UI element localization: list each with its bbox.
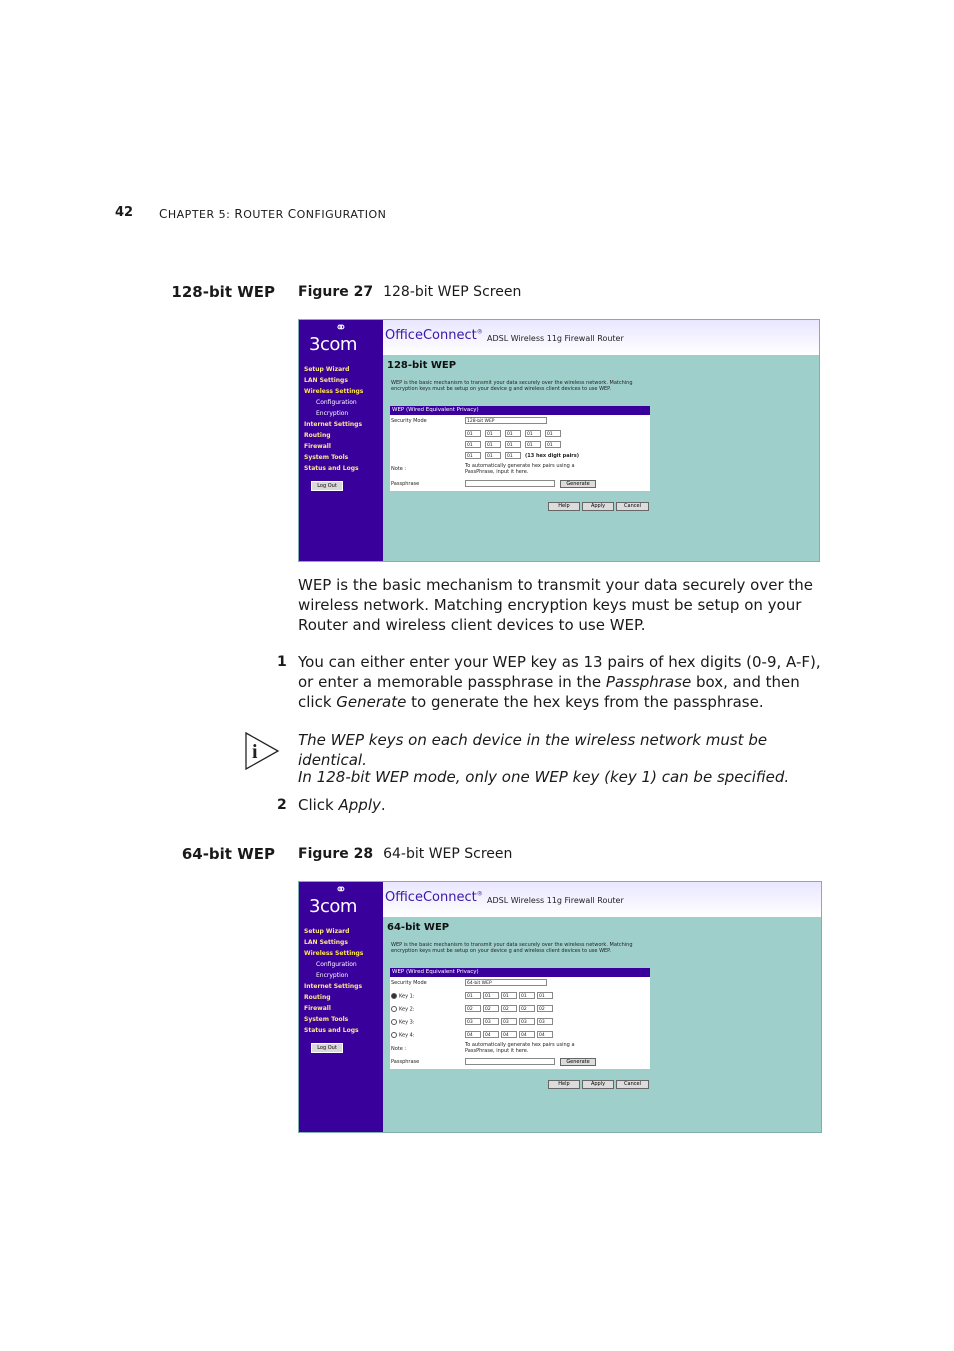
router-sidebar bbox=[299, 320, 383, 561]
3com-logo-mark-icon: ⚭ bbox=[335, 882, 347, 898]
logout-button[interactable]: Log Out bbox=[311, 1043, 343, 1053]
step-number-2: 2 bbox=[277, 797, 287, 813]
hex-field[interactable]: 01 bbox=[465, 430, 481, 437]
key-1-field[interactable]: 01 bbox=[519, 992, 535, 999]
security-mode-label: Security Mode bbox=[391, 418, 427, 424]
cancel-button[interactable]: Cancel bbox=[616, 502, 649, 511]
nav-item[interactable]: Internet Settings bbox=[304, 421, 363, 428]
hex-field[interactable]: 01 bbox=[485, 430, 501, 437]
passphrase-label: Passphrase bbox=[391, 481, 420, 487]
cancel-button[interactable]: Cancel bbox=[616, 1080, 649, 1089]
hex-field[interactable]: 01 bbox=[505, 441, 521, 448]
hex-field[interactable]: 01 bbox=[505, 430, 521, 437]
hex-field[interactable]: 01 bbox=[465, 452, 481, 459]
chapter-title: CHAPTER 5: ROUTER CONFIGURATION bbox=[159, 207, 387, 221]
key-3-radio[interactable]: Key 3: bbox=[391, 1019, 415, 1026]
hex-field[interactable]: 01 bbox=[465, 441, 481, 448]
key-2-radio[interactable]: Key 2: bbox=[391, 1006, 415, 1013]
radio-icon[interactable] bbox=[391, 1019, 397, 1025]
step-2-text: Click Apply. bbox=[298, 796, 386, 814]
panel-title: WEP (Wired Equivalent Privacy) bbox=[390, 406, 650, 415]
section-heading-64: 64-bit WEP bbox=[181, 845, 275, 863]
key-3-field[interactable]: 03 bbox=[537, 1018, 553, 1025]
note-text: To automatically generate hex pairs using a PassPhrase, input it here. bbox=[465, 1042, 575, 1054]
nav-item[interactable]: Status and Logs bbox=[304, 1027, 359, 1034]
screen-description: WEP is the basic mechanism to transmit your data securely over the wireless network. Matching encryption keys must be setup on your device g and wireless client devices to use WEP. bbox=[391, 942, 633, 954]
key-1-field[interactable]: 01 bbox=[501, 992, 517, 999]
nav-item[interactable]: Configuration bbox=[316, 961, 357, 968]
hex-field[interactable]: 01 bbox=[485, 441, 501, 448]
screenshot-128-bit-wep bbox=[298, 319, 820, 562]
key-3-field[interactable]: 03 bbox=[501, 1018, 517, 1025]
generate-button[interactable]: Generate bbox=[560, 1058, 596, 1066]
key-2-field[interactable]: 02 bbox=[537, 1005, 553, 1012]
key-1-field[interactable]: 01 bbox=[465, 992, 481, 999]
key-2-field[interactable]: 02 bbox=[465, 1005, 481, 1012]
nav-item[interactable]: Status and Logs bbox=[304, 465, 359, 472]
hex-hint: (13 hex digit pairs) bbox=[525, 453, 580, 459]
security-mode-label: Security Mode bbox=[391, 980, 427, 986]
key-4-radio[interactable]: Key 4: bbox=[391, 1032, 415, 1039]
note-label: Note : bbox=[391, 466, 407, 472]
key-2-field[interactable]: 02 bbox=[483, 1005, 499, 1012]
nav-item[interactable]: System Tools bbox=[304, 454, 349, 461]
radio-icon[interactable] bbox=[391, 1032, 397, 1038]
nav-item[interactable]: Firewall bbox=[304, 1005, 331, 1012]
nav-item[interactable]: Firewall bbox=[304, 443, 331, 450]
router-nav bbox=[304, 364, 363, 474]
panel-title: WEP (Wired Equivalent Privacy) bbox=[390, 968, 650, 977]
radio-icon[interactable] bbox=[391, 1006, 397, 1012]
key-1-radio[interactable]: Key 1: bbox=[391, 993, 415, 1000]
key-2-field[interactable]: 02 bbox=[519, 1005, 535, 1012]
passphrase-label: Passphrase bbox=[391, 1059, 420, 1065]
passphrase-input[interactable] bbox=[465, 480, 555, 487]
info-note-icon bbox=[244, 731, 280, 775]
logout-button[interactable]: Log Out bbox=[311, 481, 343, 491]
key-3-field[interactable]: 03 bbox=[465, 1018, 481, 1025]
key-2-field[interactable]: 02 bbox=[501, 1005, 517, 1012]
nav-item[interactable]: LAN Settings bbox=[304, 377, 348, 384]
figure-label: Figure 28 bbox=[298, 846, 374, 862]
figure-title: 128-bit WEP Screen bbox=[383, 284, 522, 300]
3com-logo-mark-icon: ⚭ bbox=[335, 320, 347, 336]
intro-paragraph: WEP is the basic mechanism to transmit your data securely over the wireless network. Matching encryption keys must be setup on your Router and wireless client devices to use WEP. bbox=[298, 576, 814, 634]
hex-field[interactable]: 01 bbox=[525, 441, 541, 448]
figure-caption-27 bbox=[298, 284, 521, 300]
note-text: To automatically generate hex pairs using a PassPhrase, input it here. bbox=[465, 463, 575, 475]
step-1-text: You can either enter your WEP key as 13 pairs of hex digits (0-9, A-F), or enter a memorable passphrase in the Passphrase box, and then click Generate to generate the hex keys from the passphrase. bbox=[298, 653, 821, 711]
radio-selected-icon[interactable] bbox=[391, 993, 397, 999]
note-2: In 128-bit WEP mode, only one WEP key (key 1) can be specified. bbox=[298, 768, 790, 786]
help-button[interactable]: Help bbox=[548, 502, 580, 511]
key-4-field[interactable]: 04 bbox=[483, 1031, 499, 1038]
key-1-field[interactable]: 01 bbox=[537, 992, 553, 999]
brand-subtitle: ADSL Wireless 11g Firewall Router bbox=[487, 896, 624, 905]
3com-logo: 3com bbox=[309, 334, 357, 355]
note-label: Note : bbox=[391, 1046, 407, 1052]
apply-button[interactable]: Apply bbox=[582, 1080, 614, 1089]
hex-field[interactable]: 01 bbox=[485, 452, 501, 459]
screen-heading: 64-bit WEP bbox=[387, 922, 450, 933]
brand-name: OfficeConnect® bbox=[385, 890, 483, 905]
nav-item[interactable]: Routing bbox=[304, 994, 331, 1001]
nav-item[interactable]: Internet Settings bbox=[304, 983, 363, 990]
nav-item[interactable]: Routing bbox=[304, 432, 331, 439]
nav-item[interactable]: Setup Wizard bbox=[304, 928, 350, 935]
nav-item[interactable]: Wireless Settings bbox=[304, 950, 364, 957]
key-3-field[interactable]: 03 bbox=[519, 1018, 535, 1025]
router-nav bbox=[304, 926, 363, 1036]
screen-heading: 128-bit WEP bbox=[387, 360, 457, 371]
section-heading-128: 128-bit WEP bbox=[171, 283, 275, 301]
passphrase-input[interactable] bbox=[465, 1058, 555, 1065]
key-4-field[interactable]: 04 bbox=[519, 1031, 535, 1038]
screenshot-64-bit-wep bbox=[298, 881, 822, 1133]
hex-field[interactable]: 01 bbox=[545, 441, 561, 448]
key-1-field[interactable]: 01 bbox=[483, 992, 499, 999]
security-mode-select[interactable]: 64-bit WEP bbox=[465, 979, 547, 986]
router-sidebar bbox=[299, 882, 383, 1132]
hex-field[interactable]: 01 bbox=[545, 430, 561, 437]
key-4-field[interactable]: 04 bbox=[537, 1031, 553, 1038]
svg-text:i: i bbox=[252, 741, 258, 763]
figure-label: Figure 27 bbox=[298, 284, 374, 300]
key-3-field[interactable]: 03 bbox=[483, 1018, 499, 1025]
nav-item[interactable]: Wireless Settings bbox=[304, 388, 364, 395]
apply-button[interactable]: Apply bbox=[582, 502, 614, 511]
page-number: 42 bbox=[115, 205, 134, 220]
nav-item[interactable]: LAN Settings bbox=[304, 939, 348, 946]
wep-panel bbox=[390, 968, 650, 1069]
wep-panel bbox=[390, 406, 650, 491]
security-mode-select[interactable]: 128-bit WEP bbox=[465, 417, 547, 424]
nav-item[interactable]: Setup Wizard bbox=[304, 366, 350, 373]
figure-caption-28 bbox=[298, 846, 512, 862]
nav-item[interactable]: Configuration bbox=[316, 399, 357, 406]
step-number-1: 1 bbox=[277, 654, 287, 670]
key-4-field[interactable]: 04 bbox=[501, 1031, 517, 1038]
nav-item[interactable]: System Tools bbox=[304, 1016, 349, 1023]
hex-field[interactable]: 01 bbox=[525, 430, 541, 437]
key-4-field[interactable]: 04 bbox=[465, 1031, 481, 1038]
hex-field[interactable]: 01 bbox=[505, 452, 521, 459]
generate-button[interactable]: Generate bbox=[560, 480, 596, 488]
figure-title: 64-bit WEP Screen bbox=[383, 846, 513, 862]
brand-name: OfficeConnect® bbox=[385, 328, 483, 343]
nav-item[interactable]: Encryption bbox=[316, 410, 349, 417]
nav-item[interactable]: Encryption bbox=[316, 972, 349, 979]
3com-logo: 3com bbox=[309, 896, 357, 917]
brand-subtitle: ADSL Wireless 11g Firewall Router bbox=[487, 334, 624, 343]
note-1: The WEP keys on each device in the wireless network must be identical. bbox=[298, 731, 768, 769]
help-button[interactable]: Help bbox=[548, 1080, 580, 1089]
screen-description: WEP is the basic mechanism to transmit your data securely over the wireless network. Matching encryption keys must be setup on your device g and wireless client devices to use WEP. bbox=[391, 380, 633, 392]
